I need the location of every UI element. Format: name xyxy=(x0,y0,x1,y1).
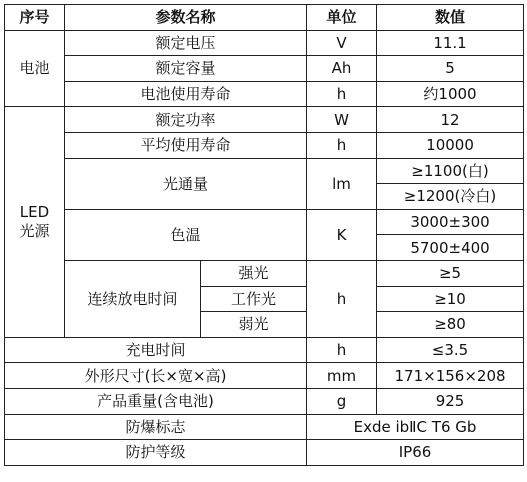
param-value: IP66 xyxy=(307,440,524,466)
param-unit: V xyxy=(307,30,377,56)
param-name: 色温 xyxy=(65,209,307,260)
discharge-mode: 工作光 xyxy=(201,286,307,312)
table-row xyxy=(5,107,524,133)
param-name: 防爆标志 xyxy=(5,414,307,440)
table-row xyxy=(5,260,524,286)
param-unit: h xyxy=(307,132,377,158)
table-row xyxy=(5,30,524,56)
param-value: 3000±300 xyxy=(377,209,524,235)
param-unit: W xyxy=(307,107,377,133)
param-value: ≤3.5 xyxy=(377,337,524,363)
param-name: 外形尺寸(长×宽×高) xyxy=(5,363,307,389)
header-unit: 单位 xyxy=(307,5,377,31)
header-value: 数值 xyxy=(377,5,524,31)
param-unit: g xyxy=(307,388,377,414)
table-row xyxy=(5,440,524,466)
discharge-mode: 强光 xyxy=(201,260,307,286)
header-param-name: 参数名称 xyxy=(65,5,307,31)
param-value: 11.1 xyxy=(377,30,524,56)
table-row xyxy=(5,363,524,389)
param-value: 171×156×208 xyxy=(377,363,524,389)
param-value: Exde ibⅡC T6 Gb xyxy=(307,414,524,440)
table-row xyxy=(5,56,524,82)
param-name: 光通量 xyxy=(65,158,307,209)
group-led xyxy=(5,107,65,337)
param-name: 产品重量(含电池) xyxy=(5,388,307,414)
discharge-mode: 弱光 xyxy=(201,312,307,338)
param-value: ≥1100(白) xyxy=(377,158,524,184)
group-led-line2: 光源 xyxy=(19,222,50,241)
param-value: 925 xyxy=(377,388,524,414)
param-name: 连续放电时间 xyxy=(65,260,201,337)
param-name: 防护等级 xyxy=(5,440,307,466)
param-value: 约1000 xyxy=(377,81,524,107)
table-row xyxy=(5,414,524,440)
param-name: 充电时间 xyxy=(5,337,307,363)
group-led-line1: LED xyxy=(19,203,50,222)
param-unit: mm xyxy=(307,363,377,389)
table-row xyxy=(5,209,524,235)
param-name: 平均使用寿命 xyxy=(65,132,307,158)
param-value: ≥1200(冷白) xyxy=(377,184,524,210)
param-unit: h xyxy=(307,337,377,363)
param-name: 额定电压 xyxy=(65,30,307,56)
header-row xyxy=(5,5,524,31)
param-unit: K xyxy=(307,209,377,260)
param-name: 额定容量 xyxy=(65,56,307,82)
spec-table-container xyxy=(4,4,524,466)
param-value: 5 xyxy=(377,56,524,82)
param-unit: Ah xyxy=(307,56,377,82)
param-value: ≥10 xyxy=(377,286,524,312)
param-value: 10000 xyxy=(377,132,524,158)
table-row xyxy=(5,132,524,158)
table-row xyxy=(5,81,524,107)
param-value: ≥80 xyxy=(377,312,524,338)
header-seq: 序号 xyxy=(5,5,65,31)
param-unit: lm xyxy=(307,158,377,209)
param-value: 12 xyxy=(377,107,524,133)
param-name: 电池使用寿命 xyxy=(65,81,307,107)
table-row xyxy=(5,158,524,184)
table-row xyxy=(5,388,524,414)
param-unit: h xyxy=(307,81,377,107)
param-value: ≥5 xyxy=(377,260,524,286)
group-battery: 电池 xyxy=(5,30,65,107)
param-unit: h xyxy=(307,260,377,337)
param-name: 额定功率 xyxy=(65,107,307,133)
param-value: 5700±400 xyxy=(377,235,524,261)
table-row xyxy=(5,337,524,363)
spec-table xyxy=(4,4,524,466)
